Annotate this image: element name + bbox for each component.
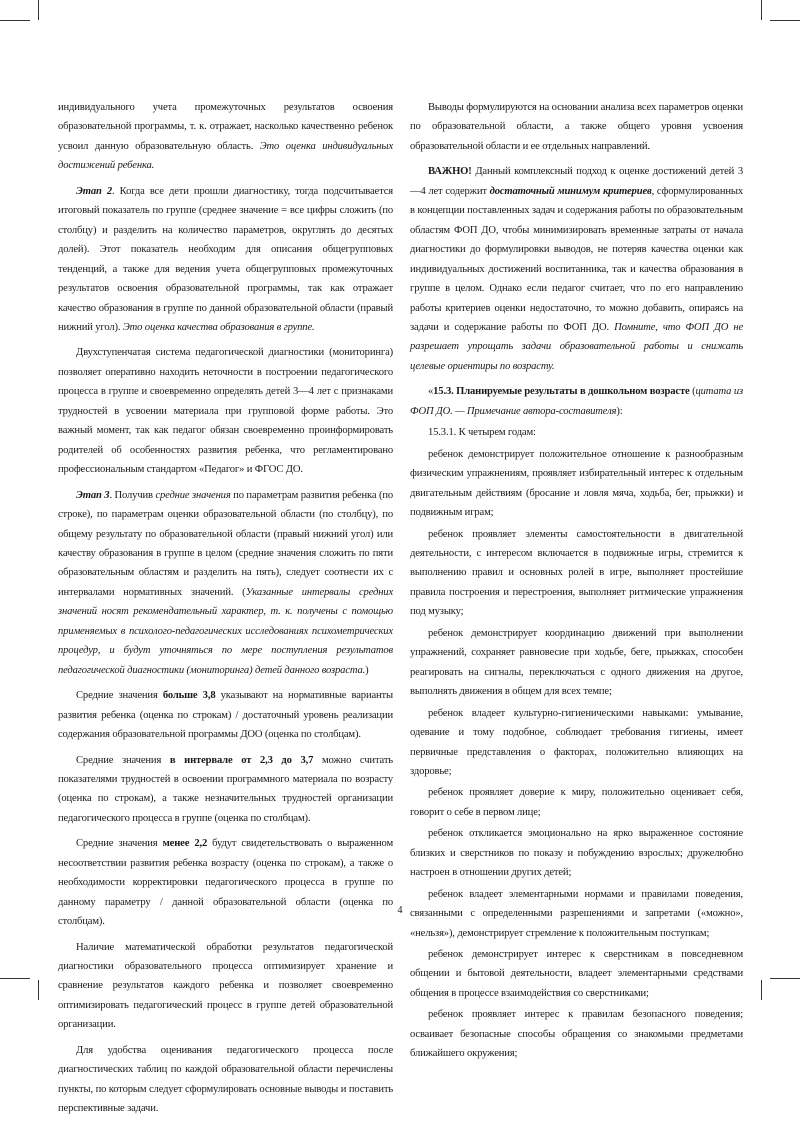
- list-item: ребенок владеет элементарными нормами и правилами поведения, связанными с определенными разрешениями и запретами («можно», «нельзя»), демонстрирует стремление к положительным поступкам;: [410, 888, 743, 939]
- page-number: 4: [397, 905, 403, 916]
- left-column: [58, 98, 393, 1125]
- paragraph: Наличие математической обработки результатов педагогической диагностики образовательного процесса оптимизирует хранение и сравнение результатов каждого ребенка и позволяет своевременно оптимизировать педагогический процесс в группе детей образовательной организации.: [58, 941, 393, 1031]
- crop-mark: [770, 20, 800, 21]
- text: Средние значения: [76, 690, 163, 702]
- crop-mark: [0, 20, 30, 21]
- stage-label: Этап 3: [76, 489, 110, 501]
- paragraph: Выводы формулируются на основании анализа всех параметров оценки по образовательной области, а также общего уровня усвоения образовательной области и ее отдельных направлений.: [410, 102, 743, 152]
- text: (: [689, 386, 696, 398]
- paragraph: [58, 98, 393, 176]
- subsection-heading: 15.3.1. К четырем годам:: [428, 427, 536, 439]
- bold-text: в интервале от 2,3 до 3,7: [169, 754, 314, 766]
- text: . Получив: [109, 489, 156, 501]
- paragraph: Двухступенчатая система педагогической диагностики (мониторинга) позволяет оперативно находить неточности в построении педагогического процесса в группе и своевременно определять детей 3—4 лет с признаками трудностей в усвоении материала при групповой форме работы. Это важный момент, так как педагог обязан своевременно проинформировать родителей об особенностях развития ребенка, что регламентировано профессиональным стандартом «Педагог» и ФГОС ДО.: [58, 347, 393, 476]
- paragraph: [58, 486, 393, 681]
- italic-text: Это оценка качества образования в группе.: [122, 321, 315, 333]
- list-item: ребенок демонстрирует положительное отношение к разнообразным физическим упражнениям, проявляет избирательный интерес к отдельным двигательным действиям (бросание и ловля мяча, ходьба, бег, прыжки) и подвижным играм;: [410, 448, 743, 519]
- list-item: ребенок проявляет интерес к правилам безопасного поведения; осваивает безопасные способы обращения со знакомыми предметами ближайшего окружения;: [410, 1009, 743, 1060]
- list-item: ребенок откликается эмоционально на ярко выраженное состояние близких и сверстников по показу и побуждению взрослых; дружелюбно настроен в отношении других детей;: [410, 828, 743, 879]
- list-item: ребенок проявляет доверие к миру, положительно оценивает себя, говорит о себе в первом лице;: [410, 787, 743, 818]
- bold-text: 15.3. Планируемые результаты в дошкольном возрасте: [433, 386, 690, 398]
- crop-mark: [761, 0, 762, 20]
- italic-text: Помните, что ФОП ДО не разрешает упрощать задачи образовательной работы и снижать целевые ориентиры по возрасту.: [410, 321, 743, 372]
- list-item: ребенок демонстрирует интерес к сверстникам в повседневном общении и бытовой деятельности, владеет элементарными средствами общения в процессе взаимодействия со сверстниками;: [410, 949, 743, 999]
- bold-text: менее 2,2: [162, 838, 208, 850]
- text: будут свидетельствовать о выраженном несоответствии развития ребенка возрасту (оценка по строкам), а также о необходимости корректировки педагогического процесса в группе по данному параметру / данной образовательной области (оценка по столбцам).: [58, 838, 393, 928]
- list-item: ребенок демонстрирует координацию движений при выполнении упражнений, сохраняет равновесие при ходьбе, беге, прыжках, способен реагировать на сигналы, переключаться с одного движения на другое, выполнять движения в общем для всех темпе;: [410, 627, 743, 698]
- italic-text: средние значения: [155, 489, 231, 501]
- italic-text: Это оценка индивидуальных достижений ребенка.: [58, 140, 393, 172]
- section-heading: [410, 382, 743, 421]
- crop-mark: [0, 978, 30, 979]
- text: ):: [616, 405, 623, 417]
- right-column: [410, 98, 743, 1066]
- text: можно считать показателями трудностей в освоении программного материала по возрасту (оценка по строкам), а также незначительных трудностей организации педагогического процесса в группе (оценка по столбцам).: [58, 754, 393, 824]
- text: . Когда все дети прошли диагностику, тогда подсчитывается итоговый показатель по группе (среднее значение = все цифры сложить (по столбцу) и разделить на количество параметров, округлять до десятых долей). Этот показатель необходим для описания общегрупповых тенденций, а также для ведения учета общегрупповых промежуточных результатов освоения образовательной программы, так как отражает качество образования в группе по данной образовательной области (правый нижний угол).: [58, 185, 393, 333]
- text: , сформулированных в концепции поставленных задач и содержания работы по образовательным областям ФОП ДО, чтобы минимизировать временные затраты от начала диагностики до формулировки выводов, не потеряв качества оценки как индивидуальных достижений воспитанника, так и качества образования в группе в целом. Однако если педагог считает, что по его направлению работы критериев оценки недостаточно, то можно добавить, опираясь на задачи и содержание работы по ФОП ДО.: [410, 185, 743, 333]
- bold-italic-text: достаточный минимум критериев: [489, 185, 652, 197]
- bold-text: больше 3,8: [162, 690, 216, 702]
- crop-mark: [770, 978, 800, 979]
- text: «: [428, 386, 434, 398]
- crop-mark: [38, 0, 39, 20]
- italic-text: Указанные интервалы средних значений носят рекомендательный характер, т. к. получены с помощью применяемых в психолого-педагогических исследованиях психометрических процедур, и будут уточняться по мере поступления результатов педагогической диагностики (мониторинга) детей данного возраста.: [58, 586, 393, 676]
- text: Данный комплексный подход к оценке достижений детей 3—4 лет содержит: [410, 166, 743, 197]
- text: Средние значения: [76, 838, 163, 850]
- paragraph: [58, 182, 393, 338]
- text: ): [365, 664, 369, 676]
- list-item: ребенок владеет культурно-гигиеническими навыками: умывание, одевание и тому подобное, соблюдает требования гигиены, имеет первичные представления о факторах, положительно влияющих на здоровье;: [410, 707, 743, 777]
- italic-text: цитата из ФОП ДО. — Примечание автора-составителя: [410, 386, 743, 417]
- text: индивидуального учета промежуточных результатов освоения образовательной программы, т. к. отражает, насколько качественно ребенок усвоил данную образовательную область.: [58, 102, 393, 152]
- crop-mark: [38, 980, 39, 1000]
- bold-text: ВАЖНО!: [428, 166, 472, 178]
- paragraph: Для удобства оценивания педагогического процесса после диагностических таблиц по каждой образовательной области перечислены пункты, по которым следует сформулировать основные выводы и поставить перспективные задачи.: [58, 1044, 393, 1115]
- stage-label: Этап 2: [76, 185, 113, 197]
- text: указывают на нормативные варианты развития ребенка (оценка по строкам) / достаточный уровень реализации содержания образовательной программы ДОО (оценка по столбцам).: [58, 690, 393, 741]
- text: по параметрам развития ребенка (по строке), по параметрам оценки образовательной области (по столбцу), по общему результату по образовательной области (правый нижний угол) или качеству образования в группе в целом (средние значения сложить по пяти образовательным областям и разделить на пять), следует соотнести их с интервалами нормативных значений. (: [58, 489, 394, 598]
- paragraph: [58, 834, 393, 931]
- text: Средние значения: [76, 754, 170, 766]
- crop-mark: [761, 980, 762, 1000]
- paragraph: [410, 162, 743, 376]
- list-item: ребенок проявляет элементы самостоятельности в двигательной деятельности, с интересом включается в подвижные игры, стремится к выполнению правил и основных ролей в игре, выполняет простейшие правила построения и перестроения, выполняет ритмические упражнения под музыку;: [410, 528, 743, 618]
- paragraph: [58, 686, 393, 744]
- paragraph: [58, 751, 393, 829]
